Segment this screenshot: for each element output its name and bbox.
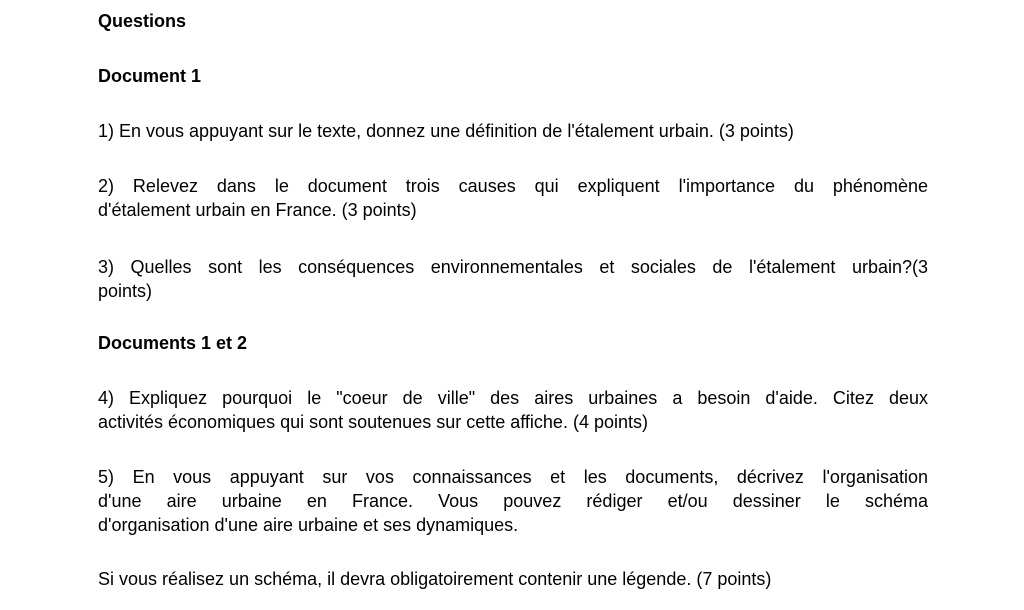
question-5-line-1: 5) En vous appuyant sur vos connaissances et les documents, décrivez l'organisation [98, 467, 928, 487]
question-4-line-2: activités économiques qui sont soutenues sur cette affiche. (4 points) [98, 412, 648, 432]
question-2-line-2: d'étalement urbain en France. (3 points) [98, 200, 417, 220]
question-3-line-2: points) [98, 281, 153, 301]
question-1: 1) En vous appuyant sur le texte, donnez une définition de l'étalement urbain. (3 points) [98, 121, 794, 141]
section-title-documents-1-et-2: Documents 1 et 2 [98, 333, 248, 353]
page-heading: Questions [98, 11, 187, 31]
question-2-line-1: 2) Relevez dans le document trois causes qui expliquent l'importance du phénomène [98, 176, 928, 196]
question-5-line-3: d'organisation d'une aire urbaine et ses dynamiques. [98, 515, 519, 535]
question-5-line-2: d'une aire urbaine en France. Vous pouvez rédiger et/ou dessiner le schéma [98, 491, 928, 511]
question-3-line-1: 3) Quelles sont les conséquences environnementales et sociales de l'étalement urbain?(3 [98, 257, 928, 277]
section-title-document-1: Document 1 [98, 66, 202, 86]
schema-note: Si vous réalisez un schéma, il devra obligatoirement contenir une légende. (7 points) [98, 569, 772, 589]
question-4-line-1: 4) Expliquez pourquoi le "coeur de ville" des aires urbaines a besoin d'aide. Citez deux [98, 388, 928, 408]
